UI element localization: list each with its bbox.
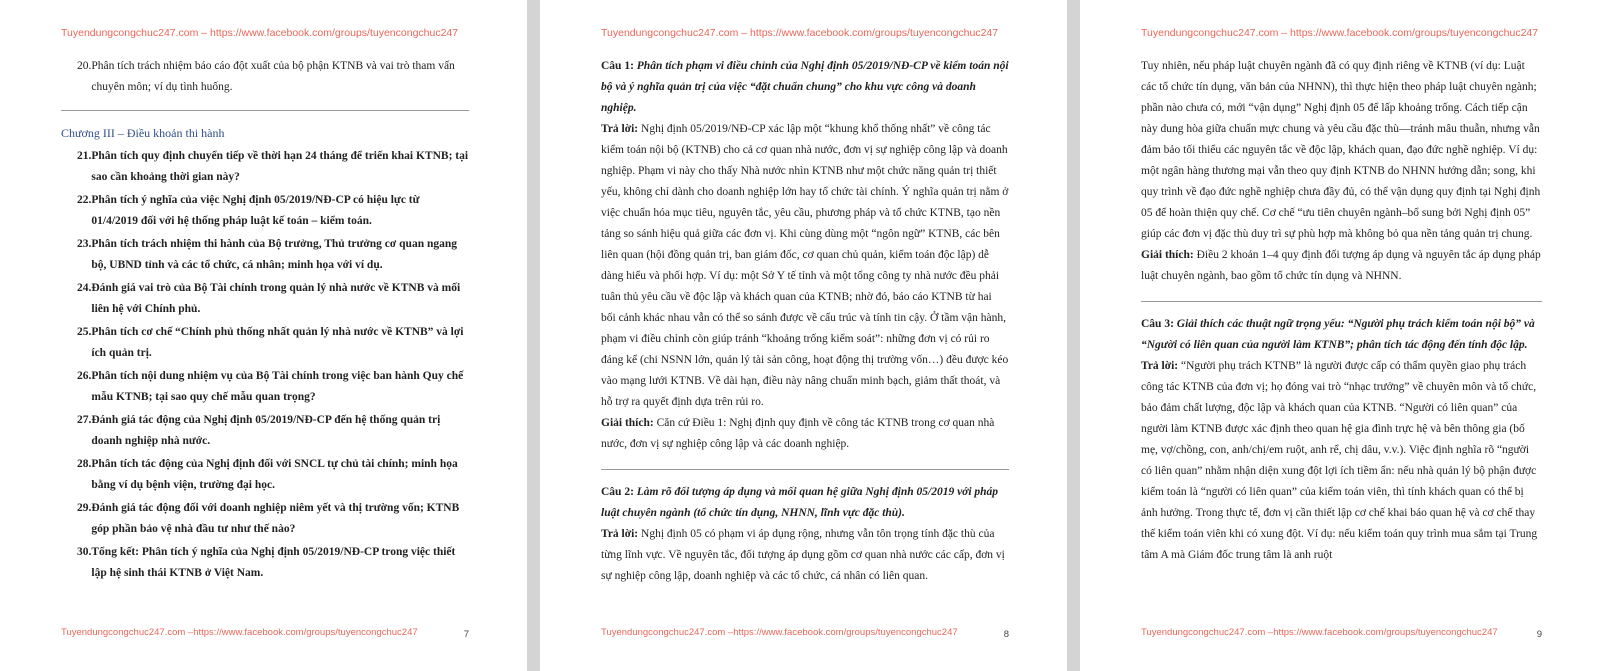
- page-number: 8: [1003, 629, 1009, 640]
- divider: [61, 110, 469, 111]
- item-number: 30.: [77, 546, 92, 558]
- item-text: Phân tích quy định chuyển tiếp về thời hạn 24 tháng để triển khai KTNB; tại sao cần khoảng thời gian này?: [91, 150, 469, 183]
- answer-label: Trả lời:: [1141, 360, 1182, 372]
- question-text: Làm rõ đối tượng áp dụng và mối quan hệ giữa Nghị định 05/2019 với pháp luật chuyên ngành (tổ chức tín dụng, NHNN, lĩnh vực đặc thù).: [601, 486, 999, 519]
- item-text: Phân tích nội dung nhiệm vụ của Bộ Tài chính trong việc ban hành Quy chế mẫu KTNB; tại sao quy chế mẫu quan trọng?: [91, 370, 464, 403]
- explanation-2: [1141, 245, 1542, 287]
- item-number: 20.: [77, 60, 92, 72]
- item-text: Phân tích ý nghĩa của việc Nghị định 05/2019/NĐ-CP có hiệu lực từ 01/4/2019 đối với hệ thống pháp luật kế toán – kiểm toán.: [91, 194, 420, 227]
- explanation-text: Căn cứ Điều 1: Nghị định quy định về công tác KTNB trong cơ quan nhà nước, đơn vị sự nghiệp công lập và các doanh nghiệp.: [601, 417, 995, 450]
- document-page-9: [1080, 0, 1600, 671]
- page-body: [61, 56, 469, 584]
- page-header: Tuyendungcongchuc247.com – https://www.facebook.com/groups/tuyencongchuc247: [601, 27, 999, 39]
- page-header: Tuyendungcongchuc247.com – https://www.facebook.com/groups/tuyencongchuc247: [1141, 27, 1539, 39]
- page-body: [601, 56, 1009, 587]
- answer-label: Trả lời:: [601, 123, 642, 135]
- list-item: [61, 498, 469, 540]
- answer-3: [1141, 356, 1542, 566]
- item-number: 21.: [77, 150, 92, 162]
- item-number: 27.: [77, 414, 92, 426]
- page-header: Tuyendungcongchuc247.com – https://www.facebook.com/groups/tuyencongchuc247: [61, 27, 459, 39]
- question-label: Câu 1:: [601, 60, 637, 72]
- answer-1: [601, 119, 1009, 413]
- list-item: [61, 454, 469, 496]
- item-number: 28.: [77, 458, 92, 470]
- question-label: Câu 3:: [1141, 318, 1177, 330]
- list-item: [61, 234, 469, 276]
- page-footer: Tuyendungcongchuc247.com –https://www.facebook.com/groups/tuyencongchuc247: [601, 627, 958, 638]
- item-text: Đánh giá vai trò của Bộ Tài chính trong quản lý nhà nước về KTNB và mối liên hệ với Chính phủ.: [91, 282, 461, 315]
- page-number: 7: [463, 629, 469, 640]
- item-number: 25.: [77, 326, 92, 338]
- list-item: [61, 278, 469, 320]
- item-text: Đánh giá tác động của Nghị định 05/2019/NĐ-CP đến hệ thống quản trị doanh nghiệp nhà nước.: [91, 414, 441, 447]
- question-list: [61, 146, 469, 584]
- item-number: 26.: [77, 370, 92, 382]
- list-item: [61, 190, 469, 232]
- explanation-label: Giải thích:: [601, 417, 657, 429]
- item-text: Phân tích tác động của Nghị định đối với SNCL tự chủ tài chính; minh họa bằng ví dụ bệnh viện, trường đại học.: [91, 458, 458, 491]
- item-number: 29.: [77, 502, 92, 514]
- item-text: Phân tích trách nhiệm báo cáo đột xuất của bộ phận KTNB và vai trò tham vấn chuyên môn; ví dụ tình huống.: [91, 60, 455, 93]
- explanation-1: [601, 413, 1009, 455]
- chapter-heading: Chương III – Điều khoản thi hành: [61, 126, 225, 140]
- list-item: [61, 322, 469, 364]
- answer-text: Nghị định 05 có phạm vi áp dụng rộng, nhưng vẫn tôn trọng tính đặc thù của từng lĩnh vực. Về nguyên tắc, đối tượng áp dụng gồm cơ quan nhà nước các cấp, đơn vị sự nghiệp công lập, doanh nghiệp và các tổ chức, cá nhân có liên quan.: [601, 528, 1005, 582]
- divider: [1141, 301, 1542, 302]
- question-text: Giải thích các thuật ngữ trọng yếu: “Người phụ trách kiểm toán nội bộ” và “Người có liên quan của người làm KTNB”; phân tích tác động đến tính độc lập.: [1141, 318, 1535, 351]
- answer-text: Nghị định 05/2019/NĐ-CP xác lập một “khung khổ thống nhất” về công tác kiểm toán nội bộ (KTNB) cho cả cơ quan nhà nước, đơn vị sự nghiệp công lập và doanh nghiệp. Phạm vi này cho thấy Nhà nước nhìn KTNB như một chức năng quản trị thiết yếu, không chỉ dành cho doanh nghiệp lớn hay tổ chức tài chính. Ý nghĩa quản trị nằm ở việc chuẩn hóa mục tiêu, nguyên tắc, yêu cầu, phương pháp và tổ chức KTNB, tạo nền tảng so sánh hiệu quả giữa các đơn vị. Khi cùng dùng một “ngôn ngữ” KTNB, các bên liên quan (hội đồng quản trị, ban giám đốc, cơ quan chủ quản, kiểm toán độc lập) dễ dàng hiểu và phối hợp. Ví dụ: một Sở Y tế tỉnh và một tổng công ty nhà nước đều phải tuân thủ yêu cầu về độc lập và khách quan của KTNB; nhờ đó, báo cáo KTNB từ hai bối cảnh khác nhau vẫn có thể so sánh được về cấu trúc và tính tin cậy. Ở tầm vận hành, phạm vi điều chỉnh còn giúp tránh “khoảng trống kiểm soát”: những đơn vị có rủi ro đáng kể (chi NSNN lớn, quản lý tài sản công, hoạt động thị trường vốn…) đều được kéo vào mạng lưới KTNB. Về dài hạn, điều này nâng chuẩn minh bạch, giảm thất thoát, và hỗ trợ ra quyết định dựa trên rủi ro.: [601, 123, 1009, 408]
- document-page-8: [540, 0, 1067, 671]
- question-2: [601, 482, 1009, 524]
- answer-2: [601, 524, 1009, 587]
- question-label: Câu 2:: [601, 486, 637, 498]
- page-number: 9: [1536, 629, 1542, 640]
- page-footer: Tuyendungcongchuc247.com –https://www.facebook.com/groups/tuyencongchuc247: [61, 627, 418, 638]
- question-text: Phân tích phạm vi điều chỉnh của Nghị định 05/2019/NĐ-CP về kiểm toán nội bộ và ý nghĩa quản trị của việc “đặt chuẩn chung” cho khu vực công và doanh nghiệp.: [601, 60, 1009, 114]
- answer-2-continued: Tuy nhiên, nếu pháp luật chuyên ngành đã có quy định riêng về KTNB (ví dụ: Luật các tổ chức tín dụng, văn bản của NHNN), thì thực hiện theo pháp luật chuyên ngành; phần nào chưa có, mới “vận dụng” Nghị định 05 để lấp khoảng trống. Cách tiếp cận này dung hòa giữa chuẩn mực chung và yêu cầu đặc thù—tránh mâu thuẫn, nhưng vẫn đảm bảo tối thiểu các nguyên tắc về độc lập, khách quan, đạo đức nghề nghiệp. Ví dụ: một ngân hàng thương mại vẫn theo quy định KTNB do NHNN hướng dẫn; song, khi quy trình về đạo đức nghề nghiệp chưa đầy đủ, có thể vận dụng quy định tại Nghị định 05 để hoàn thiện quy chế. Cơ chế “ưu tiên chuyên ngành–bổ sung bởi Nghị định 05” giúp các đơn vị đặc thù duy trì sự phù hợp mà không bỏ qua nền tảng quản trị chung.: [1141, 60, 1541, 240]
- list-item: [61, 542, 469, 584]
- item-text: Tổng kết: Phân tích ý nghĩa của Nghị định 05/2019/NĐ-CP trong việc thiết lập hệ sinh thái KTNB ở Việt Nam.: [91, 546, 456, 579]
- list-item: [61, 146, 469, 188]
- item-text: Phân tích cơ chế “Chính phủ thống nhất quản lý nhà nước về KTNB” và lợi ích quản trị.: [91, 326, 464, 359]
- explanation-text: Điều 2 khoản 1–4 quy định đối tượng áp dụng và nguyên tắc áp dụng pháp luật chuyên ngành, bao gồm tổ chức tín dụng và NHNN.: [1141, 249, 1541, 282]
- answer-text: “Người phụ trách KTNB” là người được cấp có thẩm quyền giao phụ trách công tác KTNB của đơn vị; họ đóng vai trò “nhạc trưởng” về chuyên môn và tổ chức, bảo đảm chất lượng, độc lập và khách quan của KTNB. “Người có liên quan” của người làm KTNB được xác định theo quan hệ gia đình trực hệ và bên thông gia (bố mẹ, vợ/chồng, con, anh/chị/em ruột, anh rể, chị dâu, v.v.). Việc định nghĩa rõ “người có liên quan” nhằm nhận diện xung đột lợi ích tiềm ẩn: nếu nhà quản lý bộ phận được kiểm toán là “người có liên quan” của kiểm toán viên, thì tính khách quan có thể bị ảnh hưởng. Trong thực tế, đơn vị cần thiết lập cơ chế khai báo quan hệ và cơ chế thay thế kiểm toán viên khi có xung đột. Ví dụ: nếu kiểm toán quy trình mua sắm tại Trung tâm A mà Giám đốc trung tâm là anh ruột: [1141, 360, 1538, 561]
- answer-label: Trả lời:: [601, 528, 642, 540]
- document-page-7: [0, 0, 527, 671]
- page-body: [1141, 56, 1542, 566]
- item-text: Phân tích trách nhiệm thi hành của Bộ trưởng, Thủ trưởng cơ quan ngang bộ, UBND tỉnh và các tổ chức, cá nhân; minh họa với ví dụ.: [91, 238, 457, 271]
- explanation-label: Giải thích:: [1141, 249, 1197, 261]
- divider: [601, 469, 1009, 470]
- item-number: 24.: [77, 282, 92, 294]
- item-number: 23.: [77, 238, 92, 250]
- question-3: [1141, 314, 1542, 356]
- item-text: Đánh giá tác động đối với doanh nghiệp niêm yết và thị trường vốn; KTNB góp phần bảo vệ nhà đầu tư như thế nào?: [91, 502, 460, 535]
- item-number: 22.: [77, 194, 92, 206]
- question-1: [601, 56, 1009, 119]
- page-footer: Tuyendungcongchuc247.com –https://www.facebook.com/groups/tuyencongchuc247: [1141, 627, 1498, 638]
- list-item: [61, 366, 469, 408]
- list-item: [61, 56, 469, 98]
- list-item: [61, 410, 469, 452]
